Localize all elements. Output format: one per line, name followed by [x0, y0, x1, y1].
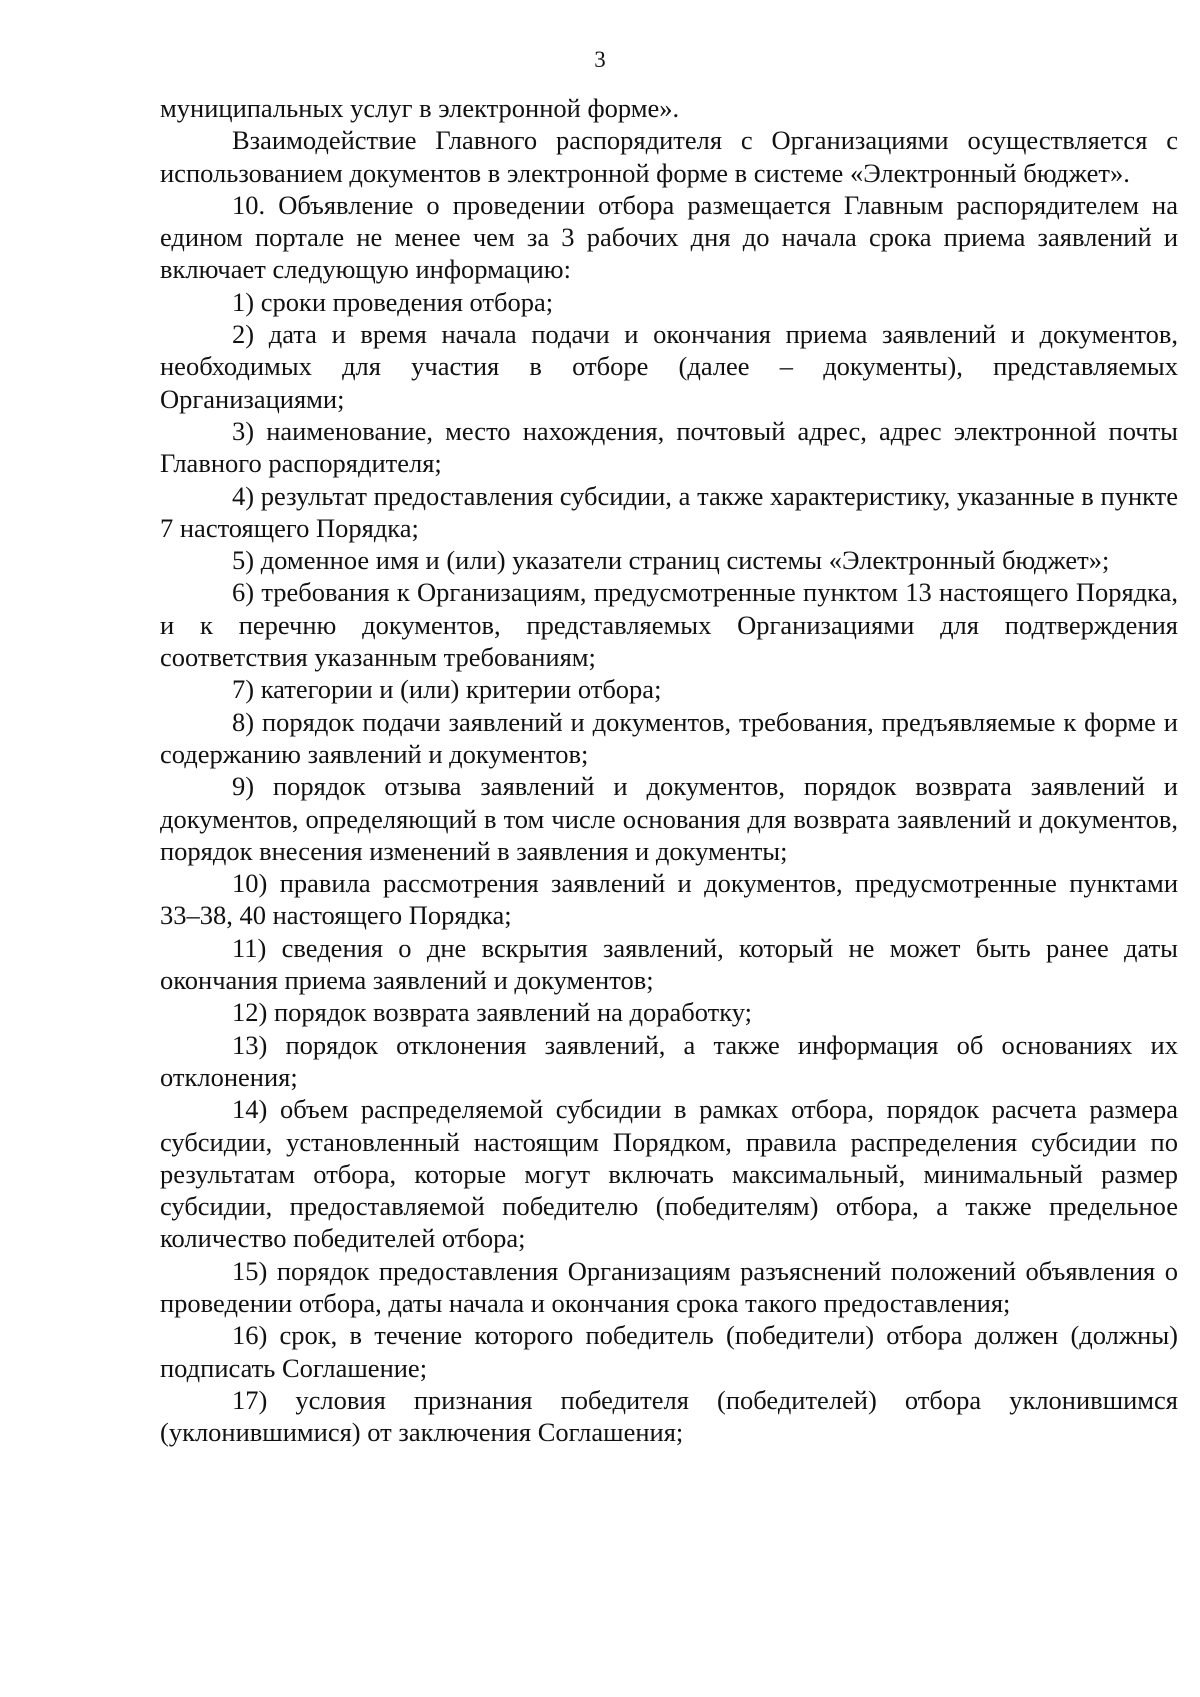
list-item: 12) порядок возврата заявлений на доработку;: [232, 997, 753, 1028]
list-item: 11) сведения о дне вскрытия заявлений, который не может быть ранее даты окончания приема заявлений и документов;: [160, 932, 1178, 996]
paragraph: Взаимодействие Главного распорядителя с Организациями осуществляется с использованием документов в электронной форме в системе «Электронный бюджет».: [160, 125, 1178, 188]
list-item: 17) условия признания победителя (победителей) отбора уклонившимся (уклонившимися) от заключения Соглашения;: [160, 1384, 1178, 1448]
list-item: 15) порядок предоставления Организациям разъяснений положений объявления о проведении отбора, даты начала и окончания срока такого предоставления;: [160, 1255, 1178, 1318]
list-item: 9) порядок отзыва заявлений и документов, порядок возврата заявлений и документов, определяющий в том числе основания для возврата заявлений и документов, порядок внесения изменений в заявления и документы;: [160, 771, 1178, 866]
list-item: 1) сроки проведения отбора;: [232, 286, 554, 317]
list-item: 8) порядок подачи заявлений и документов, требования, предъявляемые к форме и содержанию заявлений и документов;: [160, 706, 1178, 769]
list-item: 7) категории и (или) критерии отбора;: [232, 674, 662, 705]
paragraph: муниципальных услуг в электронной форме».: [160, 93, 680, 123]
list-item: 6) требования к Организациям, предусмотренные пунктом 13 настоящего Порядка, и к перечню документов, представляемых Организациями для подтверждения соответствия указанным требованиям;: [160, 577, 1178, 673]
list-item: 2) дата и время начала подачи и окончания приема заявлений и документов, необходимых для участия в отборе (далее – документы), представляемых Организациями;: [160, 319, 1178, 414]
list-item: 3) наименование, место нахождения, почтовый адрес, адрес электронной почты Главного распорядителя;: [160, 415, 1178, 479]
list-item: 4) результат предоставления субсидии, а также характеристику, указанные в пункте 7 настоящего Порядка;: [160, 480, 1178, 543]
paragraph: 10. Объявление о проведении отбора размещается Главным распорядителем на едином портале не менее чем за 3 рабочих дня до начала срока приема заявлений и включает следующую информацию:: [160, 189, 1178, 285]
page-number: 3: [594, 47, 606, 72]
document-body: [160, 92, 1178, 1448]
list-item: 14) объем распределяемой субсидии в рамках отбора, порядок расчета размера субсидии, установленный настоящим Порядком, правила распределения субсидии по результатам отбора, которые могут включать максимальный, минимальный размер субсидии, предоставляемой победителю (победителям) отбора, а также предельное количество победителей отбора;: [160, 1094, 1178, 1254]
list-item: 5) доменное имя и (или) указатели страниц системы «Электронный бюджет»;: [232, 545, 1110, 576]
list-item: 13) порядок отклонения заявлений, а также информация об основаниях их отклонения;: [160, 1029, 1178, 1092]
list-item: 10) правила рассмотрения заявлений и документов, предусмотренные пунктами 33–38, 40 настоящего Порядка;: [160, 868, 1178, 931]
list-item: 16) срок, в течение которого победитель (победители) отбора должен (должны) подписать Соглашение;: [160, 1320, 1178, 1383]
